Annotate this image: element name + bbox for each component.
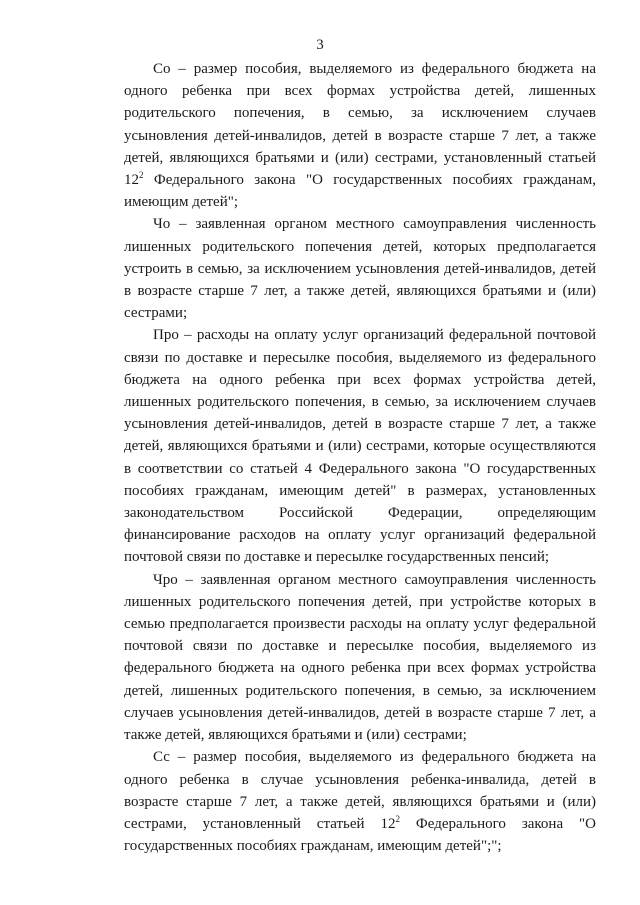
paragraph-pro: Про – расходы на оплату услуг организаций федеральной почтовой связи по доставке и пересылке пособия, выделяемого из федерального бюджета на одного ребенка при всех формах устройства детей, лишенных родительского попечения, в семью, за исключением случаев усыновления детей-инвалидов, детей в возрасте старше 7 лет, а также детей, являющихся братьями и (или) сестрами, которые осуществляются в соответствии со статьей 4 Федерального закона "О государственных пособиях гражданам, имеющим детей" в размерах, установленных законодательством Российской Федерации, определяющим финансирование расходов на оплату услуг организаций федеральной почтовой связи по доставке и пересылке государственных пенсий; [124, 327, 596, 566]
paragraph-cs [124, 746, 596, 857]
superscript: 2 [395, 813, 400, 824]
page-number: 3 [316, 37, 324, 53]
paragraph-chro: Чро – заявленная органом местного самоуправления численность лишенных родительского попечения детей, при устройстве которых в семью предполагается произвести расходы на оплату услуг федеральной почтовой связи по доставке и пересылке пособия, выделяемого из федерального бюджета на одного ребенка при всех формах устройства детей, лишенных родительского попечения, в семью, за исключением случаев усыновления детей-инвалидов, детей в возрасте старше 7 лет, а также детей, являющихся братьями и (или) сестрами; [124, 571, 596, 744]
superscript: 2 [139, 170, 144, 181]
paragraph-cs-text: Сс – размер пособия, выделяемого из федерального бюджета на одного ребенка в случае усыновления ребенка-инвалида, детей в возрасте старше 7 лет, а также детей, являющихся братьями и (или) сестрами, установленный статьей 12 [124, 749, 596, 832]
paragraph-cho: Чо – заявленная органом местного самоуправления численность лишенных родительского попечения детей, которых предполагается устроить в семью, за исключением усыновления детей-инвалидов, детей в возрасте старше 7 лет, а также детей, являющихся братьями и (или) сестрами; [124, 216, 596, 322]
paragraph-cs-text-end: Федерального закона "О государственных пособиях гражданам, имеющим детей";"; [124, 815, 596, 855]
document-body [124, 58, 596, 857]
paragraph-co-text-end: Федерального закона "О государственных пособиях гражданам, имеющим детей"; [124, 172, 596, 211]
paragraph-co-text: Со – размер пособия, выделяемого из федерального бюджета на одного ребенка при всех формах устройства детей, лишенных родительского попечения, в семью, за исключением случаев усыновления детей-инвалидов, детей в возрасте старше 7 лет, а также детей, являющихся братьями и (или) сестрами, установленный статьей 12 [124, 61, 596, 189]
paragraph-co [124, 58, 596, 213]
